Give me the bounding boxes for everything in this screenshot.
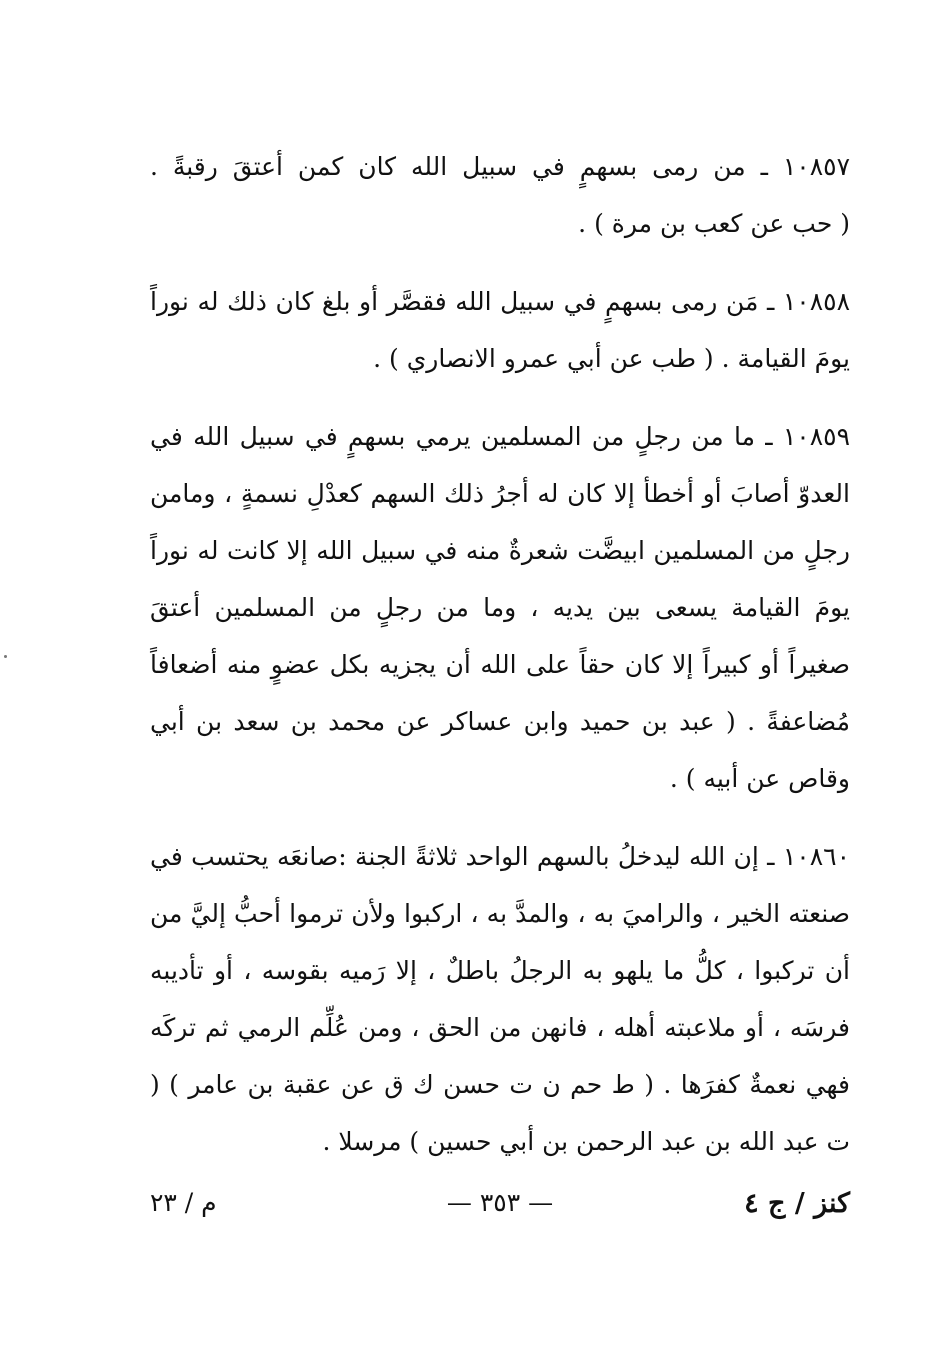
hadith-entry-10860 [150,828,850,1170]
hadith-text: ١٠٨٥٧ ـ من رمى بسهمٍ في سبيل الله كان كمن أعتقَ رقبةً . [150,152,850,181]
hadith-text-block [150,138,850,1191]
hadith-entry-10857 [150,138,850,252]
hadith-text: ١٠٨٥٩ ـ ما من رجلٍ من المسلمين يرمي بسهمٍ في سبيل الله في العدوّ أصابَ أو أخطأ إلا كان له أجرُ ذلك السهم كعدْلِ نسمةٍ ، ومامن رجلٍ من المسلمين ابيضَّت شعرةٌ منه في سبيل الله إلا كانت له نوراً يومَ القيامة يسعى بين يديه ، وما من رجلٍ من المسلمين أعتقَ صغيراً أو كبيراً إلا كان حقاً على الله أن يجزيه بكل عضوٍ منه أضعافاً مُضاعفةً . [150,422,850,736]
hadith-text: ١٠٨٦٠ ـ إن الله ليدخلُ بالسهم الواحد ثلاثةً الجنة :صانعَه يحتسب في صنعته الخير ، والراميَ به ، والمدَّ به ، اركبوا ولأن ترموا أحبُّ إليَّ من أن تركبوا ، كلُّ ما يلهو به الرجلُ باطلٌ ، إلا رَميه بقوسه ، أو تأديبه فرسَه ، أو ملاعبته أهله ، فانهن من الحق ، ومن عُلِّم الرمي ثم تركَه فهي نعمةٌ كفرَها . [150,842,850,1099]
page-footer [150,1188,850,1228]
hadith-source-ref: ( طب عن أبي عمرو الانصاري ) . [373,344,714,373]
hadith-source-ref: ( حب عن كعب بن مرة ) . [578,209,850,238]
page-number: — ٣٥٣ — [446,1188,554,1217]
hadith-source-ref: ( ط حم ن ت حسن ك ق عن عقبة بن عامر ) ( ت عبد الله بن عبد الرحمن بن أبي حسين ) مرسلا . [150,1070,850,1156]
signature-mark: م / ٢٣ [150,1188,217,1217]
scan-speck [4,655,7,658]
hadith-text: ١٠٨٥٨ ـ مَن رمى بسهمٍ في سبيل الله فقصَّر أو بلغ كان ذلك له نوراً يومَ القيامة . [150,287,850,373]
hadith-entry-10859 [150,408,850,807]
hadith-entry-10858 [150,273,850,387]
hadith-source-ref: ( عبد بن حميد وابن عساكر عن محمد بن سعد بن أبي وقاص عن أبيه ) . [150,707,850,793]
volume-reference: كنز / ج ٤ [744,1188,850,1219]
